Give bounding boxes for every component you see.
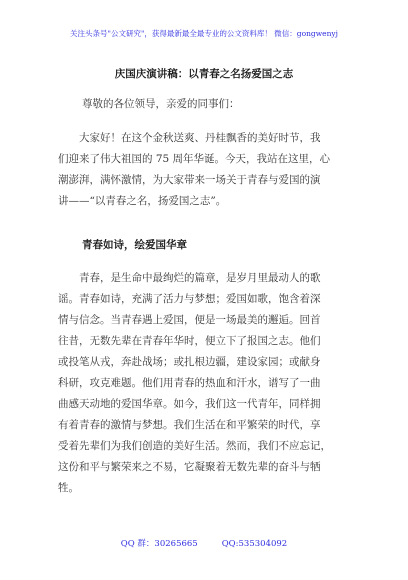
paragraph-line: 往昔，无数先辈在青春年华时，便立下了报国之志。他们 bbox=[58, 335, 321, 347]
paragraph-line: 谣。青春如诗，充满了活力与梦想；爱国如歌，饱含着深 bbox=[58, 293, 321, 305]
paragraph-intro bbox=[58, 128, 358, 212]
paragraph-line: 科研，攻克难题。他们用青春的热血和汗水，谱写了一曲 bbox=[58, 377, 321, 389]
paragraph-line: 或投笔从戎，奔赴战场；或扎根边疆，建设家园；或献身 bbox=[58, 356, 321, 368]
paragraph-youth bbox=[58, 268, 358, 499]
paragraph-line: 有着青春的激情与梦想。我们生活在和平繁荣的时代，享 bbox=[58, 419, 321, 431]
paragraph-line: 这份和平与繁荣来之不易，它凝聚着无数先辈的奋斗与牺 bbox=[58, 461, 321, 473]
qq-link[interactable]: QQ:535304092 bbox=[221, 539, 288, 549]
paragraph-line: 受着先辈们为我们创造的美好生活。然而，我们不应忘记， bbox=[58, 440, 331, 452]
footer-contact bbox=[0, 537, 408, 549]
paragraph-line: 潮澎湃，满怀激情，为大家带来一场关于青春与爱国的演 bbox=[58, 174, 321, 186]
paragraph-line: 讲——“以青春之名，扬爱国之志”。 bbox=[58, 195, 227, 207]
paragraph-line: 牲。 bbox=[58, 482, 79, 494]
paragraph-line: 曲感天动地的爱国华章。如今，我们这一代青年，同样拥 bbox=[58, 398, 321, 410]
greeting-text: 尊敬的各位领导，亲爱的同事们： bbox=[82, 98, 240, 110]
promo-banner[interactable]: 关注头条号"公文研究"，获得最新最全最专业的公文资料库！ 微信：gongwenyj bbox=[70, 29, 338, 38]
paragraph-line: 情与信念。当青春遇上爱国，便是一场最美的邂逅。回首 bbox=[58, 314, 321, 326]
paragraph-line: 青春，是生命中最绚烂的篇章，是岁月里最动人的歌 bbox=[79, 272, 321, 284]
paragraph-line: 大家好！在这个金秋送爽、丹桂飘香的美好时节，我 bbox=[79, 132, 321, 144]
qq-group-link[interactable]: QQ 群：30265665 bbox=[120, 539, 198, 549]
section-heading: 青春如诗，绘爱国华章 bbox=[82, 239, 187, 251]
paragraph-line: 们迎来了伟大祖国的 75 周年华诞。今天，我站在这里，心 bbox=[58, 153, 331, 165]
document-title: 庆国庆演讲稿：以青春之名扬爱国之志 bbox=[114, 68, 294, 80]
